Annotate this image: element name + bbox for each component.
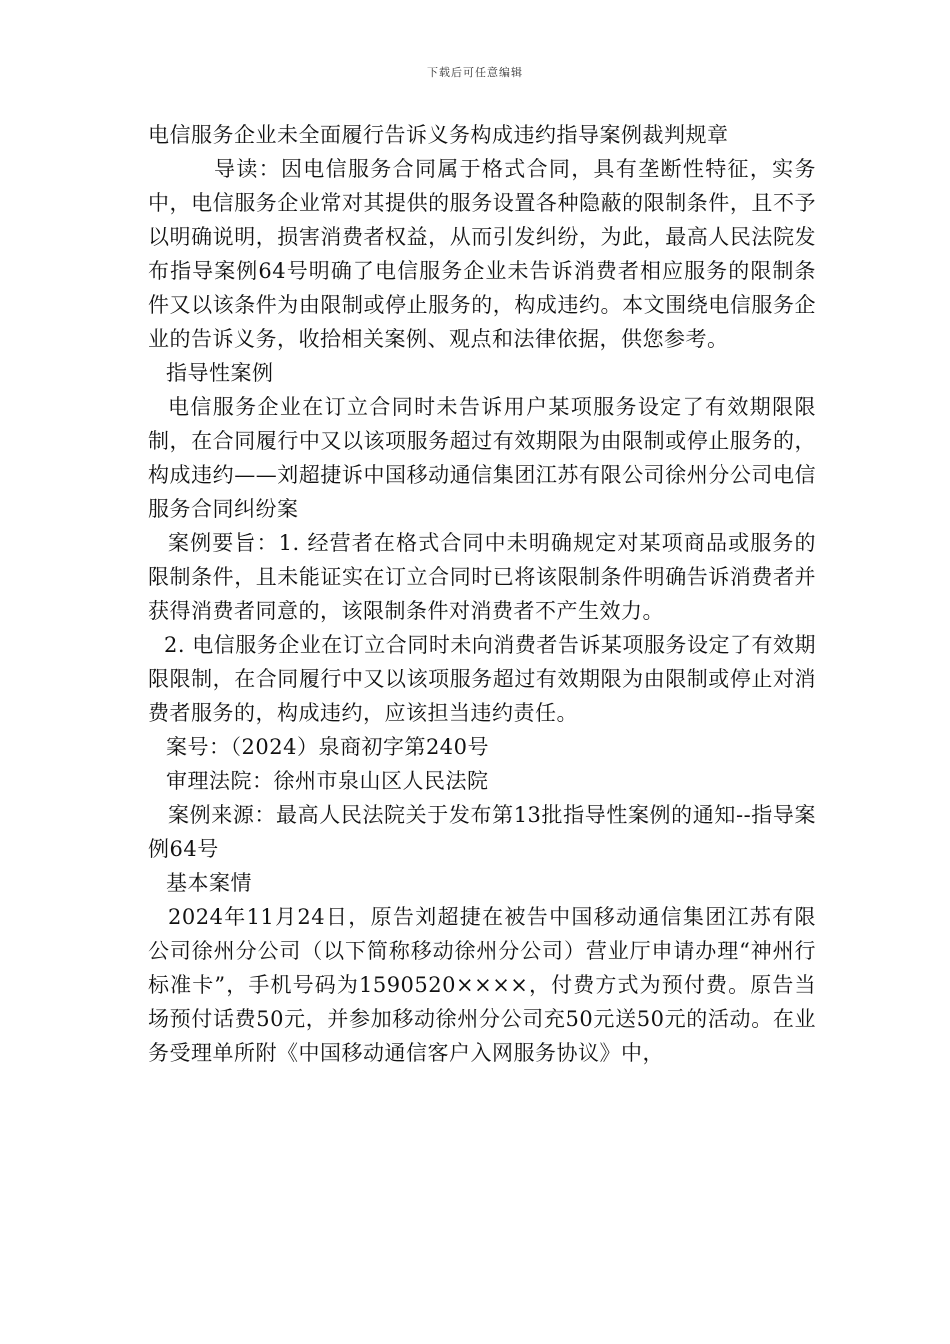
trial-court: 审理法院：徐州市泉山区人民法院	[166, 769, 489, 793]
section-heading-facts: 基本案情	[166, 871, 252, 895]
lead-paragraph: 导读：因电信服务合同属于格式合同，具有垄断性特征，实务中，电信服务企业常对其提供的服务设置各种隐蔽的限制条件，且不予以明确说明，损害消费者权益，从而引发纠纷，为此，最高人民法院发布指导案例64号明确了电信服务企业未告诉消费者相应服务的限制条件又以该条件为由限制或停止服务的，构成违约。本文围绕电信服务企业的告诉义务，收拾相关案例、观点和法律依据，供您参考。	[148, 157, 816, 351]
header-note: 下载后可任意编辑	[427, 66, 523, 79]
section-heading-guiding-case: 指导性案例	[166, 361, 274, 385]
case-gist-1: 案例要旨：1. 经营者在格式合同中未明确规定对某项商品或服务的限制条件，且未能证实在订立合同时已将该限制条件明确告诉消费者并获得消费者同意的，该限制条件对消费者不产生效力。	[148, 531, 816, 623]
case-title-paragraph: 电信服务企业在订立合同时未告诉用户某项服务设定了有效期限限制，在合同履行中又以该项服务超过有效期限为由限制或停止服务的，构成违约——刘超捷诉中国移动通信集团江苏有限公司徐州分公司电信服务合同纠纷案	[148, 395, 816, 521]
case-gist-2: 2. 电信服务企业在订立合同时未向消费者告诉某项服务设定了有效期限限制，在合同履行中又以该项服务超过有效期限为由限制或停止对消费者服务的，构成违约，应该担当违约责任。	[148, 633, 816, 725]
document-body	[148, 118, 816, 1070]
document-title: 电信服务企业未全面履行告诉义务构成违约指导案例裁判规章	[148, 123, 729, 147]
facts-paragraph: 2024年11月24日，原告刘超捷在被告中国移动通信集团江苏有限公司徐州分公司（以下简称移动徐州分公司）营业厅申请办理“神州行标准卡”，手机号码为1590520××××，付费方式为预付费。原告当场预付话费50元，并参加移动徐州分公司充50元送50元的活动。在业务受理单所附《中国移动通信客户入网服务协议》中，	[148, 905, 816, 1065]
case-number: 案号：（2024）泉商初字第240号	[166, 735, 490, 759]
case-source: 案例来源：最高人民法院关于发布第13批指导性案例的通知--指导案例64号	[148, 803, 816, 861]
